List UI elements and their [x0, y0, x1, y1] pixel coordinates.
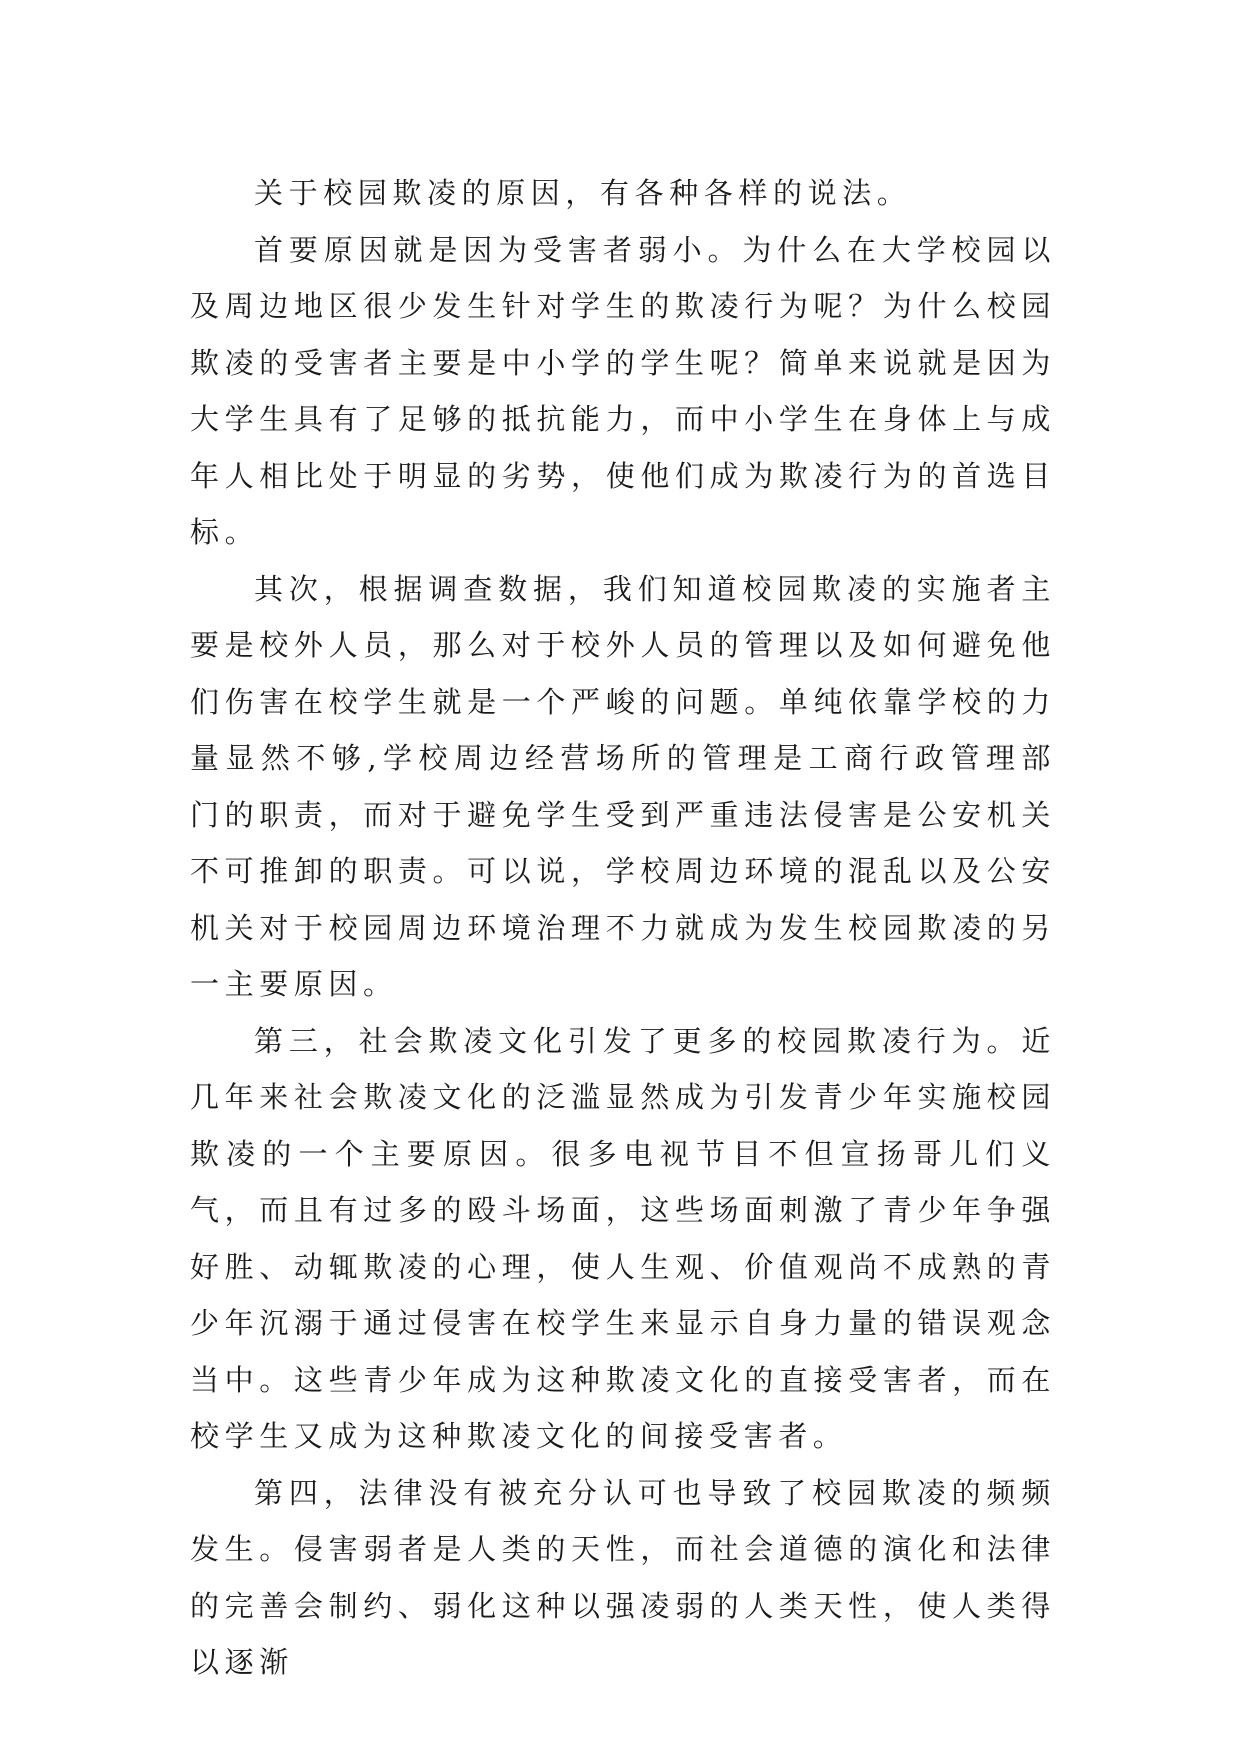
paragraph-2: 首要原因就是因为受害者弱小。为什么在大学校园以及周边地区很少发生针对学生的欺凌行为呢？为什么校园欺凌的受害者主要是中小学的学生呢？简单来说就是因为大学生具有了足够的抵抗能力，而中小学生在身体上与成年人相比处于明显的劣势，使他们成为欺凌行为的首选目标。	[190, 232, 1056, 549]
paragraph-1: 关于校园欺凌的原因，有各种各样的说法。	[254, 176, 912, 210]
paragraph-3: 其次，根据调查数据，我们知道校园欺凌的实施者主要是校外人员，那么对于校外人员的管理以及如何避免他们伤害在校学生就是一个严峻的问题。单纯依靠学校的力量显然不够,学校周边经营场所的管理是工商行政管理部门的职责，而对于避免学生受到严重违法侵害是公安机关不可推卸的职责。可以说，学校周边环境的混乱以及公安机关对于校园周边环境治理不力就成为发生校园欺凌的另一主要原因。	[190, 571, 1056, 1001]
paragraph-5: 第四，法律没有被充分认可也导致了校园欺凌的频频发生。侵害弱者是人类的天性，而社会道德的演化和法律的完善会制约、弱化这种以强凌弱的人类天性，使人类得以逐渐	[190, 1475, 1056, 1679]
paragraph-4: 第三，社会欺凌文化引发了更多的校园欺凌行为。近几年来社会欺凌文化的泛滥显然成为引发青少年实施校园欺凌的一个主要原因。很多电视节目不但宣扬哥儿们义气，而且有过多的殴斗场面，这些场面刺激了青少年争强好胜、动辄欺凌的心理，使人生观、价值观尚不成熟的青少年沉溺于通过侵害在校学生来显示自身力量的错误观念当中。这些青少年成为这种欺凌文化的直接受害者，而在校学生又成为这种欺凌文化的间接受害者。	[190, 1023, 1056, 1453]
document-body	[190, 165, 1056, 1691]
